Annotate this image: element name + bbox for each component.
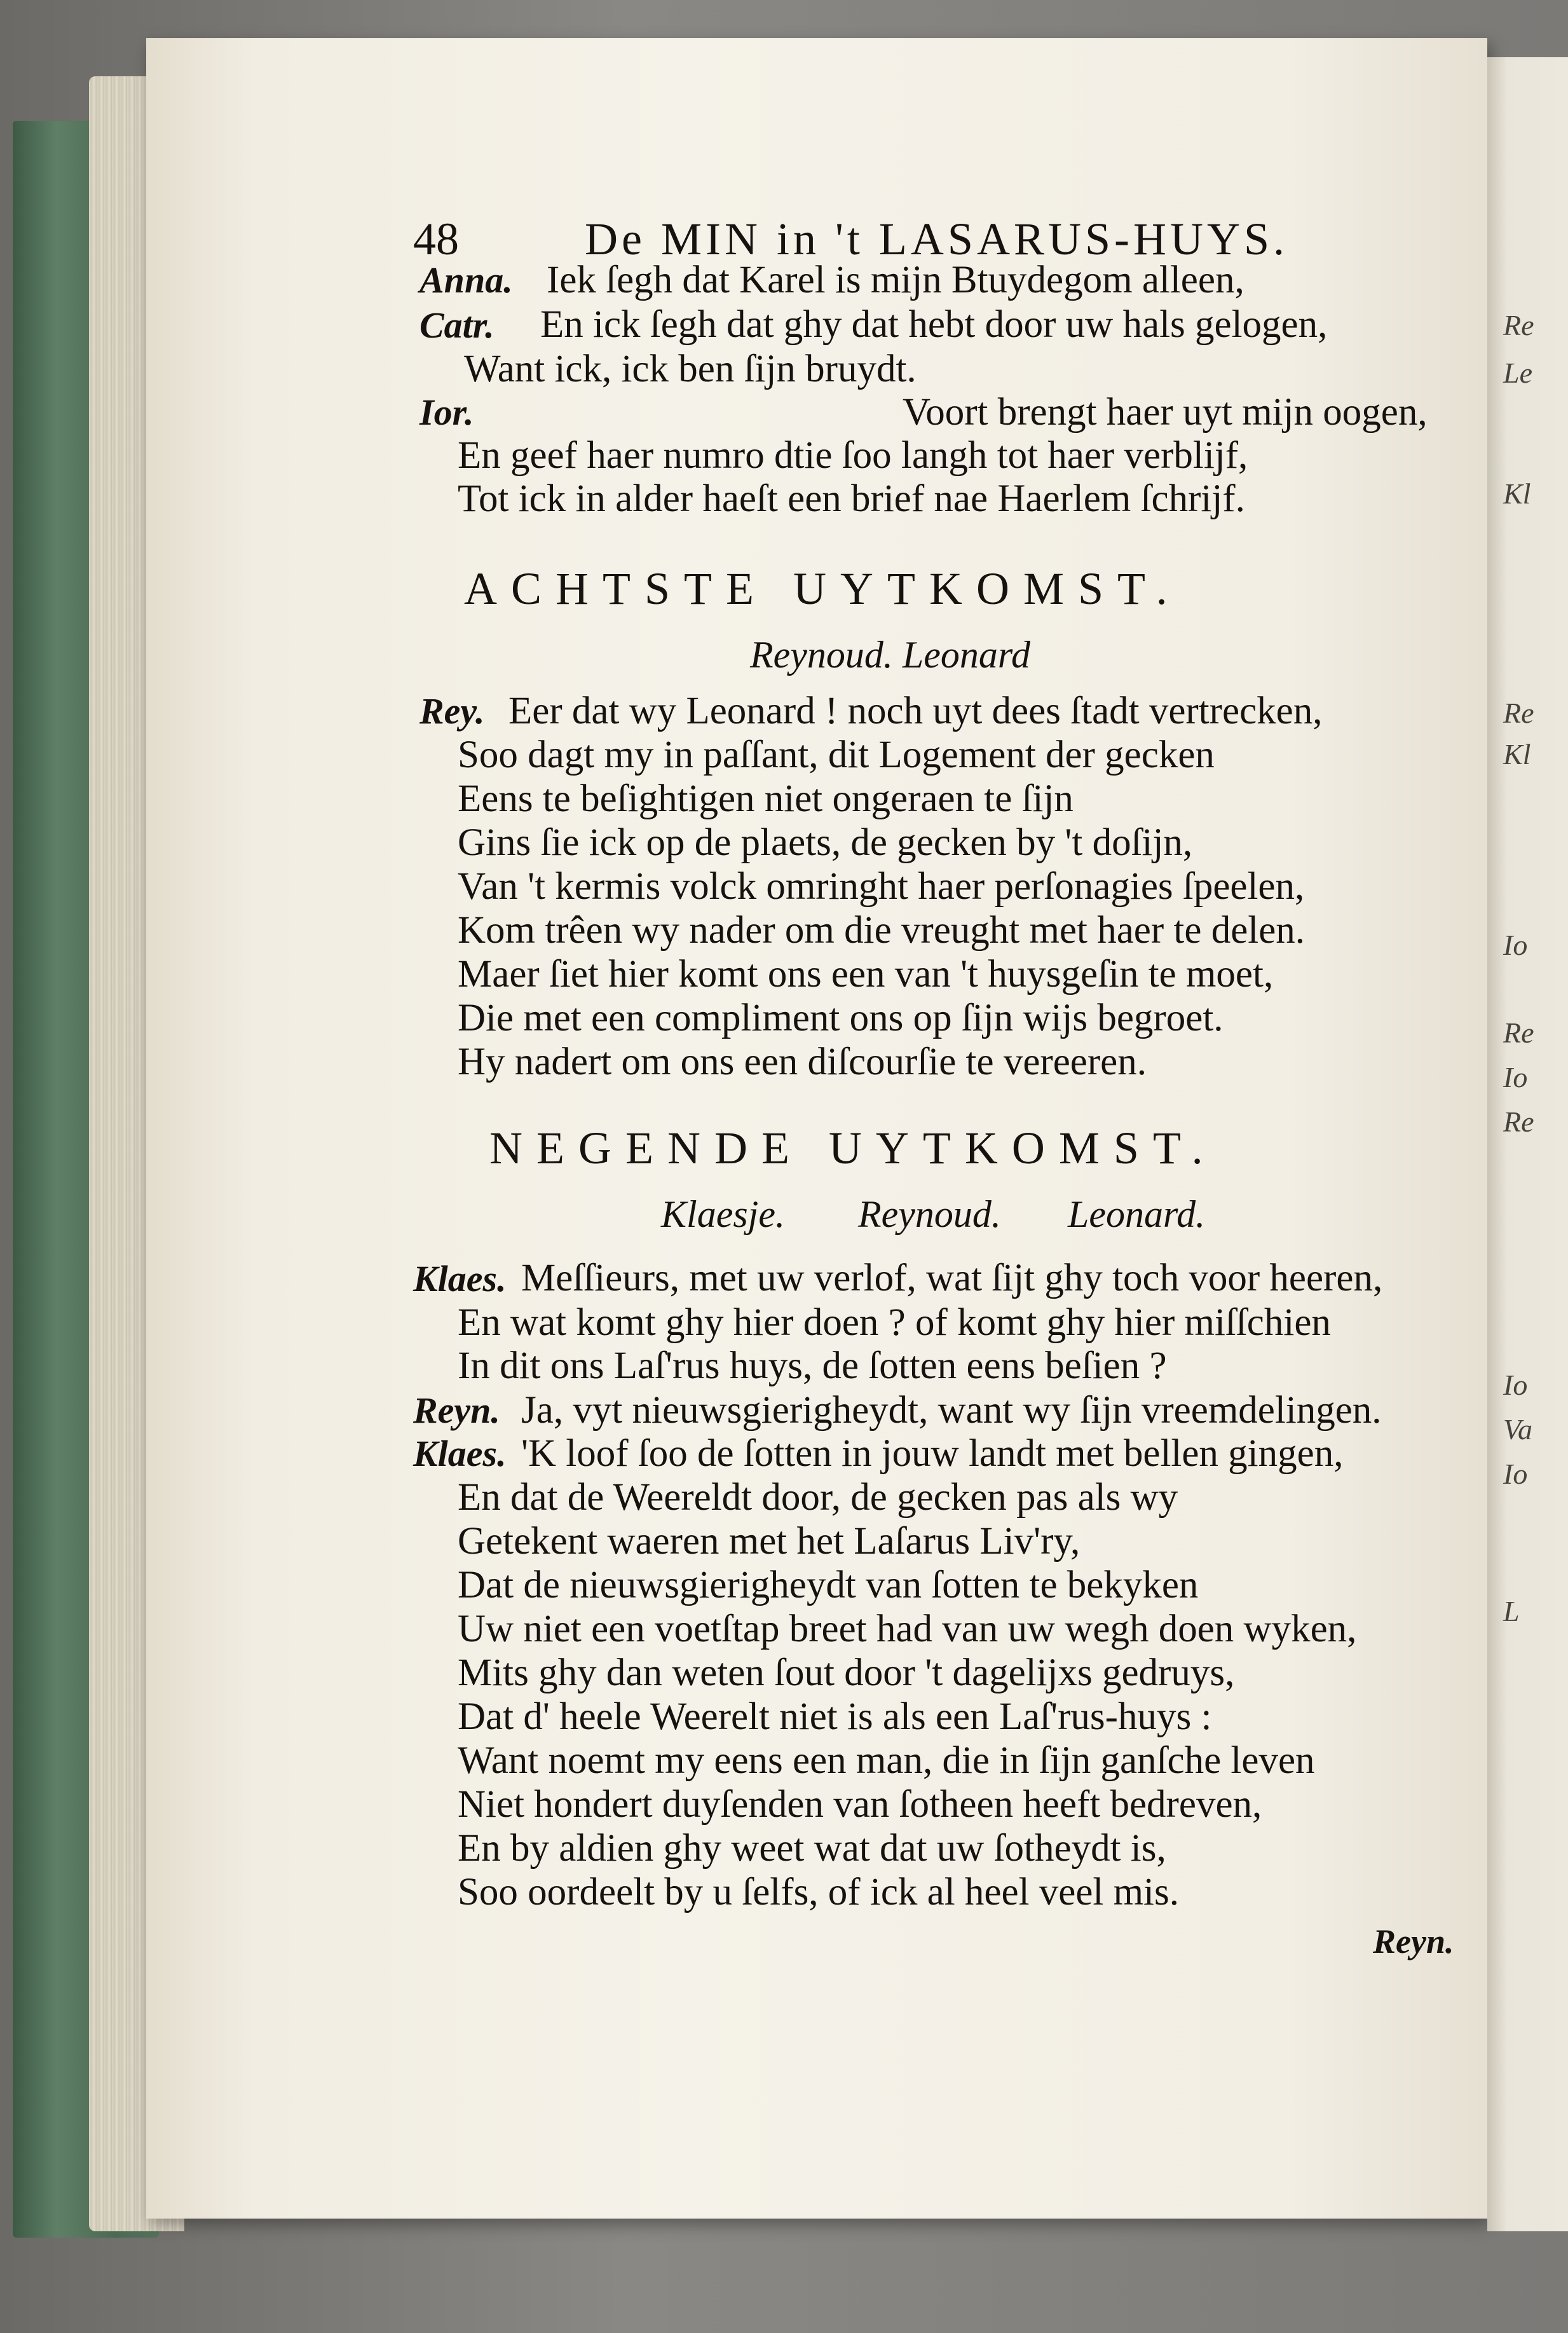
verse-line: En dat de Weereldt door, de gecken pas als wy — [458, 1476, 1178, 1519]
dramatis-personae: Leonard. — [1068, 1193, 1206, 1235]
facing-fragment: Kl — [1503, 738, 1531, 770]
facing-fragment: Va — [1503, 1413, 1532, 1446]
facing-fragment: Re — [1503, 1016, 1534, 1049]
page-number: 48 — [413, 214, 459, 264]
verse-line: Kom trêen wy nader om die vreught met haer te delen. — [458, 909, 1306, 952]
verse-line: Uw niet een voetſtap breet had van uw wegh doen wyken, — [458, 1608, 1357, 1650]
verse-line: Ja, vyt nieuwsgierigheydt, want wy ſijn vreemdelingen. — [521, 1389, 1382, 1432]
speaker-name: Reyn. — [413, 1390, 500, 1431]
verse-line: Voort brengt haer uyt mijn oogen, — [903, 391, 1428, 434]
facing-fragment: Re — [1503, 1105, 1534, 1138]
verse-line: Mits ghy dan weten ſout door 't dagelijxs gedruys, — [458, 1652, 1235, 1694]
facing-fragment: Io — [1503, 1458, 1528, 1490]
verse-line: Want ick, ick ben ſijn bruydt. — [464, 348, 917, 390]
speaker-name: Rey. — [419, 690, 485, 732]
verse-line: Iek ſegh dat Karel is mijn Btuydegom alleen, — [547, 259, 1244, 301]
verse-line: Maer ſiet hier komt ons een van 't huysgeſin te moet, — [458, 953, 1274, 995]
verse-line: Die met een compliment ons op ſijn wijs begroet. — [458, 997, 1224, 1039]
dramatis-personae: Reynoud. Leonard — [750, 634, 1031, 676]
dramatis-personae: Reynoud. — [858, 1193, 1001, 1235]
verse-line: En wat komt ghy hier doen ? of komt ghy hier miſſchien — [458, 1301, 1331, 1344]
verse-line: Want noemt my eens een man, die in ſijn ganſche leven — [458, 1739, 1315, 1782]
verse-line: Getekent waeren met het Laſarus Liv'ry, — [458, 1520, 1081, 1563]
section-heading: NEGENDE UYTKOMST. — [489, 1123, 1217, 1173]
verse-line: Meſſieurs, met uw verlof, wat ſijt ghy toch voor heeren, — [521, 1257, 1383, 1299]
verse-line: Hy nadert om ons een diſcourſie te vereeren. — [458, 1041, 1147, 1083]
verse-line: Tot ick in alder haeſt een brief nae Haerlem ſchrijf. — [458, 477, 1245, 520]
verse-line: En by aldien ghy weet wat dat uw ſotheydt is, — [458, 1827, 1166, 1870]
facing-fragment: Io — [1503, 1369, 1528, 1401]
verse-line: Eens te beſightigen niet ongeraen te ſijn — [458, 777, 1074, 820]
verse-line: Van 't kermis volck omringht haer perſonagies ſpeelen, — [458, 865, 1305, 908]
speaker-name: Ior. — [419, 392, 474, 433]
verse-line: Dat d' heele Weerelt niet is als een Laſ'rus-huys : — [458, 1695, 1212, 1738]
verse-line: Dat de nieuwsgierigheydt van ſotten te bekyken — [458, 1564, 1199, 1606]
speaker-name: Catr. — [419, 304, 494, 346]
verse-line: Soo dagt my in paſſant, dit Logement der gecken — [458, 734, 1215, 776]
speaker-name: Klaes. — [413, 1258, 507, 1299]
verse-line: En geef haer numro dtie ſoo langh tot haer verblijf, — [458, 434, 1248, 477]
verse-line: 'K loof ſoo de ſotten in jouw landt met bellen gingen, — [521, 1432, 1344, 1475]
dramatis-personae: Klaesje. — [661, 1193, 785, 1235]
verse-line: Eer dat wy Leonard ! noch uyt dees ſtadt vertrecken, — [508, 690, 1323, 732]
facing-fragment: Re — [1503, 697, 1534, 729]
verse-line: In dit ons Laſ'rus huys, de ſotten eens beſien ? — [458, 1344, 1167, 1387]
facing-fragment: Io — [1503, 1061, 1528, 1093]
verse-line: Gins ſie ick op de plaets, de gecken by 't doſijn, — [458, 821, 1193, 864]
facing-fragment: Kl — [1503, 477, 1531, 510]
verse-line: En ick ſegh dat ghy dat hebt door uw hals gelogen, — [540, 303, 1328, 346]
speaker-name: Anna. — [419, 259, 513, 301]
speaker-name: Klaes. — [413, 1433, 507, 1474]
facing-fragment: Re — [1503, 309, 1534, 341]
verse-line: Soo oordeelt by u ſelfs, of ick al heel veel mis. — [458, 1871, 1179, 1913]
verse-line: Niet hondert duyſenden van ſotheen heeft bedreven, — [458, 1783, 1262, 1826]
facing-fragment: Io — [1503, 929, 1528, 961]
facing-fragment: Le — [1503, 357, 1532, 389]
section-heading: ACHTSTE UYTKOMST. — [464, 563, 1182, 614]
running-title: De MIN in 't LASARUS-HUYS. — [585, 214, 1289, 264]
catchword: Reyn. — [1373, 1922, 1454, 1960]
facing-fragment: L — [1503, 1595, 1520, 1627]
